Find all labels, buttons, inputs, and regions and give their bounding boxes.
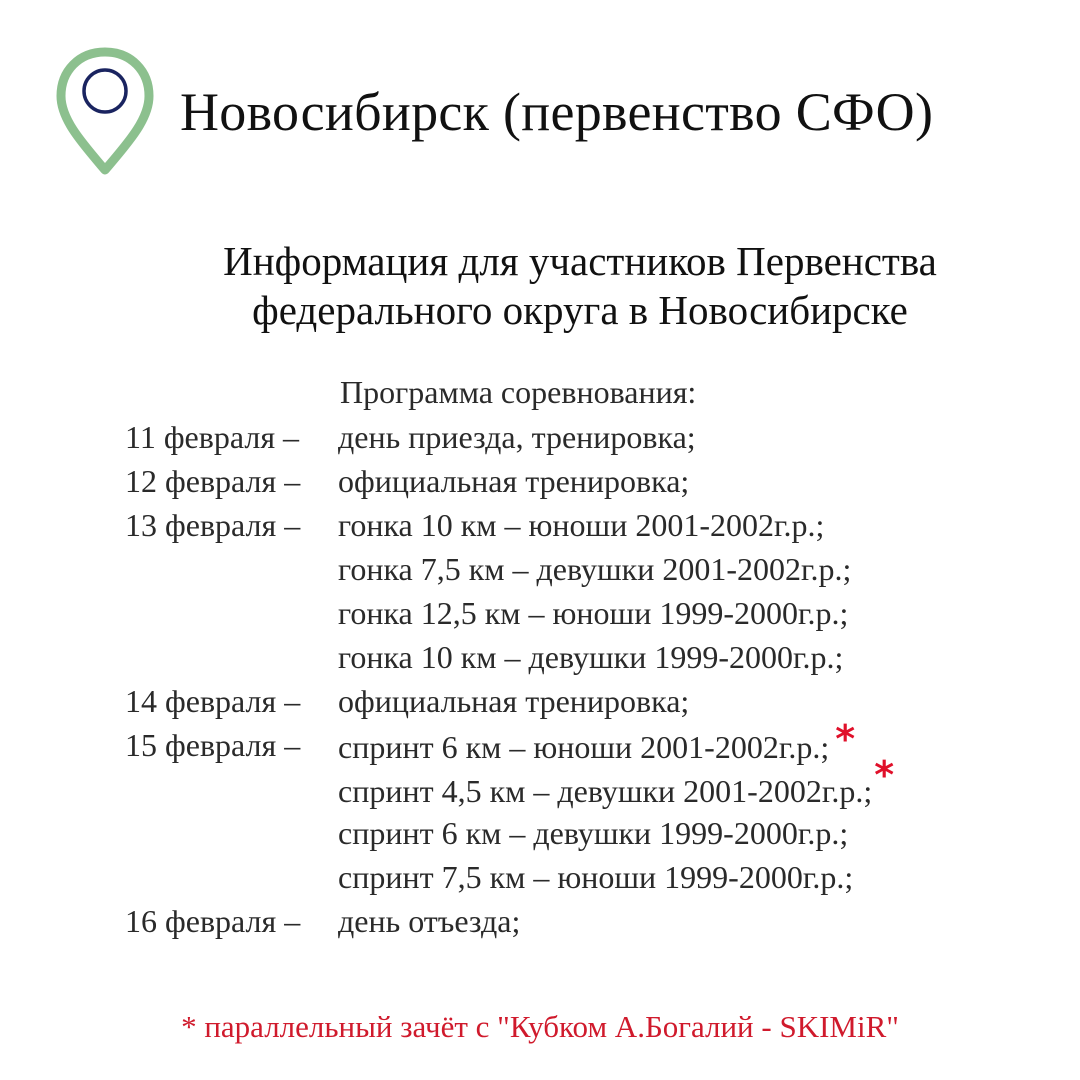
parallel-cup-asterisk: * bbox=[835, 717, 856, 761]
schedule-event-text: спринт 7,5 км – юноши 1999-2000г.р.; bbox=[338, 859, 854, 895]
schedule-event bbox=[338, 899, 520, 943]
schedule-date: 15 февраля – bbox=[125, 727, 301, 763]
schedule-event-text: день отъезда; bbox=[338, 903, 521, 939]
schedule-event bbox=[338, 415, 696, 459]
schedule-event bbox=[338, 591, 848, 635]
program-title: Программа соревнования: bbox=[340, 374, 697, 410]
schedule-event-text: официальная тренировка; bbox=[338, 463, 690, 499]
schedule-event bbox=[338, 717, 856, 769]
page-title: Новосибирск (первенство СФО) bbox=[180, 82, 934, 142]
schedule-date: 16 февраля – bbox=[125, 903, 301, 939]
schedule-date: 14 февраля – bbox=[125, 683, 301, 719]
schedule-event bbox=[338, 635, 843, 679]
schedule-event-text: официальная тренировка; bbox=[338, 683, 690, 719]
schedule-event-text: гонка 7,5 км – девушки 2001-2002г.р.; bbox=[338, 551, 852, 587]
schedule-date: 11 февраля – bbox=[125, 419, 300, 455]
schedule-event-text: гонка 10 км – девушки 1999-2000г.р.; bbox=[338, 639, 844, 675]
footnote: * параллельный зачёт с "Кубком А.Богалий - SKIMiR" bbox=[181, 1009, 899, 1044]
schedule-date: 13 февраля – bbox=[125, 507, 301, 543]
schedule-event bbox=[338, 547, 851, 591]
schedule-event-text: спринт 6 км – юноши 2001-2002г.р.; bbox=[338, 729, 830, 765]
schedule-event-text: гонка 12,5 км – юноши 1999-2000г.р.; bbox=[338, 595, 849, 631]
schedule-event bbox=[338, 679, 689, 723]
schedule-event-text: спринт 4,5 км – девушки 2001-2002г.р.; bbox=[338, 773, 873, 809]
parallel-cup-asterisk: * bbox=[874, 753, 895, 797]
schedule-event bbox=[338, 459, 689, 503]
map-pin-icon bbox=[55, 46, 155, 176]
schedule-event-text: гонка 10 км – юноши 2001-2002г.р.; bbox=[338, 507, 825, 543]
schedule-event-text: день приезда, тренировка; bbox=[338, 419, 696, 455]
schedule-event bbox=[338, 855, 853, 899]
schedule-event bbox=[338, 753, 895, 813]
schedule-event bbox=[338, 811, 848, 855]
info-heading-line-2: федерального округа в Новосибирске bbox=[252, 287, 908, 333]
schedule-event-text: спринт 6 км – девушки 1999-2000г.р.; bbox=[338, 815, 849, 851]
schedule-date: 12 февраля – bbox=[125, 463, 301, 499]
schedule-event bbox=[338, 503, 824, 547]
info-heading-line-1: Информация для участников Первенства bbox=[223, 238, 937, 284]
